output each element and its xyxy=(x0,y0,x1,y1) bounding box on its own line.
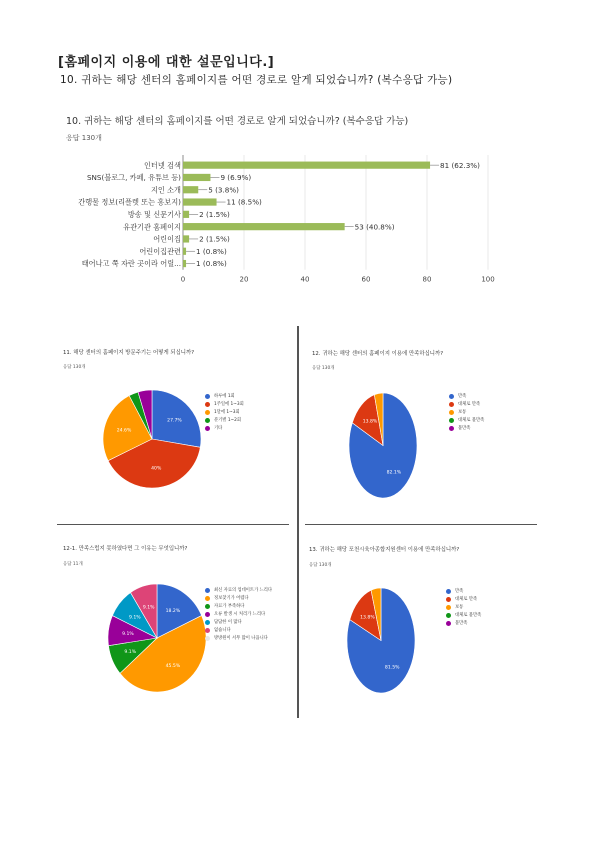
legend-label: 1주일에 1~3회 xyxy=(214,402,244,407)
legend-swatch xyxy=(449,410,454,415)
legend-item xyxy=(446,603,481,611)
legend-item xyxy=(205,424,244,432)
legend-swatch xyxy=(446,605,451,610)
legend-label: 하루에 1회 xyxy=(214,394,235,399)
pie-slice-label: 9.1% xyxy=(128,615,141,621)
bar-data-label: 9 (6.9%) xyxy=(220,173,252,183)
pie-slice-label: 27.7% xyxy=(167,418,182,424)
x-tick-label: 100 xyxy=(481,275,495,284)
legend-swatch xyxy=(449,426,454,431)
legend-item xyxy=(205,610,272,618)
legend-item xyxy=(205,400,244,408)
pie-chart-response-count: 응답 130개 xyxy=(63,365,86,370)
bar xyxy=(183,162,430,169)
legend-swatch xyxy=(205,588,210,593)
legend-label: 대체로 불만족 xyxy=(455,613,482,618)
legend-label: 보통 xyxy=(455,605,464,610)
legend-label: 기타 xyxy=(214,426,223,431)
bar-data-label: 53 (40.8%) xyxy=(354,222,395,232)
pie-chart-response-count: 응답 130개 xyxy=(312,366,335,371)
pie-chart-legend xyxy=(205,392,244,432)
pie-chart-title: 12-1. 만족스럽지 못하였다면 그 이유는 무엇입니까? xyxy=(63,546,188,552)
legend-swatch xyxy=(205,620,210,625)
legend-label: 1달에 1~3회 xyxy=(214,410,240,415)
legend-swatch xyxy=(449,402,454,407)
pie-slice-label: 18.2% xyxy=(165,609,181,615)
bar xyxy=(183,248,186,255)
legend-item xyxy=(205,416,244,424)
category-label: 방송 및 신문기사 xyxy=(127,209,181,219)
bar-chart-response-count: 응답 130개 xyxy=(66,134,102,142)
x-tick-label: 0 xyxy=(180,275,186,284)
legend-item xyxy=(205,626,272,634)
pie-slice-label: 13.8% xyxy=(362,419,378,425)
category-label: SNS(블로그, 카페, 유튜브 등) xyxy=(86,173,181,183)
bar xyxy=(183,235,189,242)
legend-label: 답답한 이 많다 xyxy=(214,620,242,625)
pie-chart-title: 11. 해당 센터의 홈페이지 방문주기는 어떻게 되십니까? xyxy=(63,350,195,356)
pie-slice-label: 9.1% xyxy=(124,649,137,655)
pie-chart-homepage-satisfaction xyxy=(348,392,418,499)
pie-slice-label: 24.6% xyxy=(116,428,132,434)
legend-swatch xyxy=(446,613,451,618)
legend-label: 대체로 만족 xyxy=(455,597,478,602)
legend-item xyxy=(205,634,272,642)
legend-label: 자료가 부족하다 xyxy=(214,604,245,609)
legend-item xyxy=(449,416,484,424)
legend-item xyxy=(449,400,484,408)
legend-swatch xyxy=(205,394,210,399)
question-heading: 10. 귀하는 해당 센터의 홈페이지를 어떤 경로로 알게 되었습니까? (복수응답 가능) xyxy=(60,74,453,86)
bar xyxy=(183,174,210,181)
legend-swatch xyxy=(205,596,210,601)
legend-label: 만족 xyxy=(455,589,464,594)
pie-slice-label: 9.1% xyxy=(142,605,155,611)
pie-slice-label: 45.5% xyxy=(165,663,181,669)
legend-item xyxy=(205,408,244,416)
bar xyxy=(183,211,189,218)
legend-label: 분기별 1~2회 xyxy=(214,418,242,423)
legend-label: 최신 자료의 업데이트가 느리다 xyxy=(214,588,273,593)
pie-chart-visit-frequency xyxy=(102,389,202,489)
legend-item xyxy=(446,595,481,603)
category-label: 어린이집 xyxy=(153,234,181,244)
x-tick-label: 20 xyxy=(239,275,249,284)
horizontal-divider-right xyxy=(305,524,537,525)
legend-label: 보통 xyxy=(458,410,467,415)
pie-chart-title: 12. 귀하는 해당 센터의 홈페이지 이용에 만족하십니까? xyxy=(312,351,444,357)
pie-chart-legend xyxy=(446,587,481,627)
legend-label: 오류 발생 시 처리가 느리다 xyxy=(214,612,266,617)
legend-item xyxy=(205,602,272,610)
pie-chart-dissatisfaction-reasons xyxy=(107,583,207,693)
vertical-divider xyxy=(297,326,299,718)
bar-chart xyxy=(60,150,510,305)
bar-data-label: 2 (1.5%) xyxy=(199,209,230,219)
legend-label: 대체로 만족 xyxy=(458,402,481,407)
x-tick-label: 80 xyxy=(422,275,432,284)
legend-swatch xyxy=(205,410,210,415)
legend-swatch xyxy=(205,418,210,423)
legend-item xyxy=(449,408,484,416)
legend-item xyxy=(449,424,484,432)
bar xyxy=(183,260,186,267)
pie-chart-center-satisfaction xyxy=(346,587,416,694)
legend-label: 불만족 xyxy=(458,426,471,431)
legend-label: 정보찾기가 어렵다 xyxy=(214,596,249,601)
legend-label: 대체로 불만족 xyxy=(458,418,485,423)
pie-slice-label: 81.5% xyxy=(384,665,400,671)
legend-swatch xyxy=(205,426,210,431)
category-label: 유관기관 홈페이지 xyxy=(123,222,181,232)
document-title: [홈페이지 이용에 대한 설문입니다.] xyxy=(58,55,275,70)
legend-item xyxy=(446,611,481,619)
pie-chart-response-count: 응답 11개 xyxy=(63,562,83,567)
legend-swatch xyxy=(205,604,210,609)
category-label: 인터넷 검색 xyxy=(143,160,181,170)
category-label: 간행물 정보(리플렛 또는 홍보지) xyxy=(78,197,181,207)
legend-swatch xyxy=(446,597,451,602)
pie-slice-label: 40% xyxy=(151,466,162,472)
legend-swatch xyxy=(205,636,210,641)
legend-item xyxy=(446,587,481,595)
category-label: 태어나고 쭉 자란 곳이라 어릴... xyxy=(81,259,181,269)
legend-swatch xyxy=(205,628,210,633)
pie-slice-label: 82.1% xyxy=(386,470,402,476)
legend-label: 불만족 xyxy=(455,621,468,626)
bar-data-label: 81 (62.3%) xyxy=(440,160,480,170)
x-tick-label: 60 xyxy=(361,275,371,284)
legend-swatch xyxy=(205,612,210,617)
pie-chart-response-count: 응답 130개 xyxy=(309,563,332,568)
bar-chart-title: 10. 귀하는 해당 센터의 홈페이지를 어떤 경로로 알게 되었습니까? (복수응답 가능) xyxy=(66,116,409,127)
bar-data-label: 5 (3.8%) xyxy=(208,185,239,195)
legend-swatch xyxy=(205,402,210,407)
horizontal-divider-left xyxy=(57,524,289,525)
pie-slice-label: 13.8% xyxy=(360,615,375,621)
legend-item xyxy=(449,392,484,400)
legend-label: 만족 xyxy=(458,394,467,399)
legend-label: 방방원이 서무 많이 나옵니다 xyxy=(214,636,268,641)
pie-slice-label: 9.1% xyxy=(122,631,134,637)
pie-chart-legend xyxy=(449,392,484,432)
legend-swatch xyxy=(446,621,451,626)
x-tick-label: 40 xyxy=(300,275,310,284)
category-label: 지인 소개 xyxy=(150,185,181,195)
pie-chart-title: 13. 귀하는 해당 포천시육아종합지원센터 이용에 만족하십니까? xyxy=(309,547,460,553)
legend-label: 없습니다 xyxy=(214,628,231,633)
bar-data-label: 2 (1.5%) xyxy=(199,234,230,244)
legend-swatch xyxy=(449,394,454,399)
legend-item xyxy=(446,619,481,627)
bar-data-label: 11 (8.5%) xyxy=(226,197,262,207)
bar-data-label: 1 (0.8%) xyxy=(196,246,227,256)
legend-swatch xyxy=(449,418,454,423)
bar-data-label: 1 (0.8%) xyxy=(196,259,227,269)
legend-swatch xyxy=(446,589,451,594)
legend-item xyxy=(205,594,272,602)
bar xyxy=(183,186,198,193)
legend-item xyxy=(205,618,272,626)
bar xyxy=(183,198,217,205)
legend-item xyxy=(205,392,244,400)
category-label: 어린이집관련 xyxy=(139,246,181,256)
bar xyxy=(183,223,345,230)
pie-chart-legend xyxy=(205,586,272,642)
legend-item xyxy=(205,586,272,594)
